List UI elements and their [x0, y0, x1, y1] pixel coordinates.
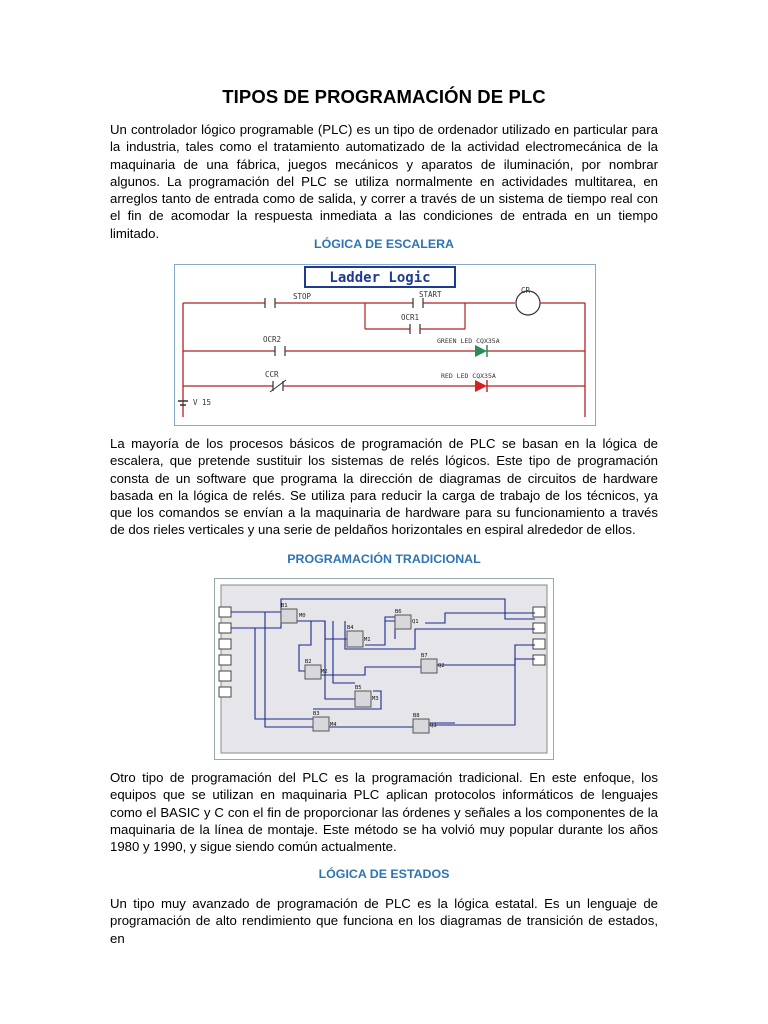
b5-label: B5 — [355, 685, 362, 691]
ccr-label: CCR — [265, 370, 279, 379]
q3-label: Q3 — [430, 723, 437, 729]
red-led-icon — [475, 380, 487, 392]
b1-label: B1 — [281, 603, 288, 609]
ocr1-label: OCR1 — [401, 313, 420, 322]
intro-paragraph: Un controlador lógico programable (PLC) es un tipo de ordenador utilizado en particular para la industria, tales como el tratamiento automatizado de la actividad electromecánica de la maquinaria de una fábrica, juegos mecánicos y aparatos de iluminación, por nombrar algunos. La programación del PLC se utiliza normalmente en actividades multitarea, en arreglos tanto de entrada como de salida, y correr a través de un sistema de tiempo real con el fin de acomodar la respuesta inmediata a las condiciones de entrada en un tiempo limitado. — [110, 122, 658, 241]
ladder-logic-diagram — [175, 265, 595, 425]
ladder-logic-figure — [174, 264, 596, 426]
b4-label: B4 — [347, 625, 354, 631]
b8-label: B8 — [413, 713, 420, 719]
section-heading-ladder: LÓGICA DE ESCALERA — [314, 237, 454, 251]
function-block-diagram — [215, 579, 553, 759]
m2-label: M2 — [321, 669, 328, 675]
ladder-paragraph: La mayoría de los procesos básicos de programación de PLC se basan en la lógica de escalera, que pretende sustituir los sistemas de relés lógicos. Este tipo de programación consta de un software que programa la dirección de diagramas de circuitos de hardware basada en la lógica de relés. Se utiliza para reducir la carga de trabajo de los técnicos, ya que los comandos se envían a la maquinaria de hardware para su funcionamiento a través de dos rieles verticales y una serie de peldaños horizontales en espiral alrededor de ellos. — [110, 436, 658, 538]
section-heading-states: LÓGICA DE ESTADOS — [318, 867, 450, 881]
b2-label: B2 — [305, 659, 312, 665]
stop-label: STOP — [293, 292, 312, 301]
m1-label: M1 — [364, 637, 371, 643]
m0-label: M0 — [299, 613, 306, 619]
b6-label: B6 — [395, 609, 402, 615]
q2-label: Q2 — [438, 663, 445, 669]
diagram-panel — [221, 585, 547, 753]
b3-label: B3 — [313, 711, 320, 717]
cr-label: CR — [521, 286, 531, 295]
q1-label: Q1 — [412, 619, 419, 625]
m4-label: M4 — [330, 722, 337, 728]
green-led-label: GREEN LED CQX35A — [437, 337, 500, 345]
traditional-paragraph: Otro tipo de programación del PLC es la programación tradicional. En este enfoque, los equipos que se utilizan en maquinaria PLC aplican protocolos informáticos de lenguajes como el BASIC y C con el fin de proporcionar las órdenes y señales a los componentes de la maquinaria de la línea de montaje. Este método se ha volvió muy popular durante los años 1980 y 1990, y sigue siendo común actualmente. — [110, 770, 658, 855]
ocr2-label: OCR2 — [263, 335, 282, 344]
red-led-label: RED LED CQX35A — [441, 372, 496, 380]
b7-label: B7 — [421, 653, 428, 659]
section-heading-traditional: PROGRAMACIÓN TRADICIONAL — [287, 552, 481, 566]
traditional-programming-figure — [214, 578, 554, 760]
states-paragraph: Un tipo muy avanzado de programación de PLC es la lógica estatal. Es un lenguaje de programación de alto rendimiento que funciona en los diagramas de transición de estados, en — [110, 896, 658, 946]
banner-label: Ladder Logic — [329, 270, 431, 286]
m3-label: M3 — [372, 696, 379, 702]
page-title: TIPOS DE PROGRAMACIÓN DE PLC — [222, 86, 546, 107]
start-label: START — [419, 290, 442, 299]
green-led-icon — [475, 345, 487, 357]
voltage-label: V 15 — [193, 398, 212, 407]
